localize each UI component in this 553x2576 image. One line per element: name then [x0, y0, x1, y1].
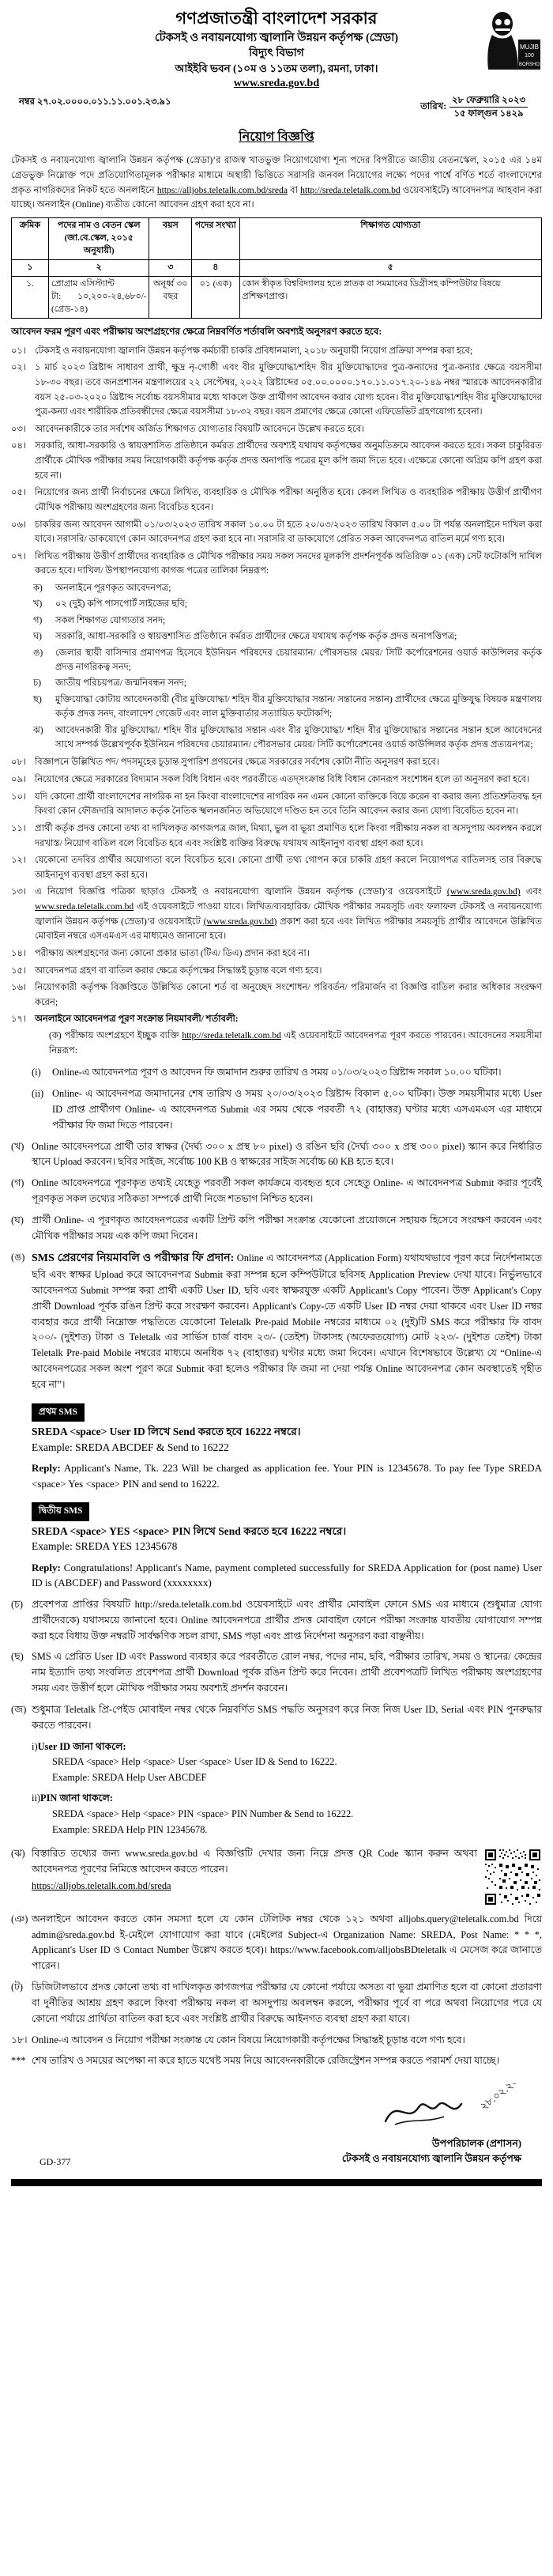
condition-number: ১৭।: [11, 1014, 27, 1025]
condition-item: [11, 853, 542, 882]
memo-date-group: [420, 95, 542, 120]
doc-text: সরকারি, আধা-সরকারি ও স্বায়ত্তশাসিত প্রতিষ্ঠানে কর্মরত প্রার্থীদের ক্ষেত্রে যথাযথ কর্তৃপক্ষ কর্তৃক প্রদত্ত অনাপত্তিপত্র;: [55, 632, 457, 642]
help-marker-i: i): [32, 1740, 38, 1752]
online-item-text: Online আবেদনপত্রে পূরণকৃত তথ্যই যেহেতু পরবর্তী সকল কার্যক্রমে ব্যবহৃত হবে সেহেতু Online- এ আবেদনপত্র Submit করার পূর্বেই পূরণকৃত সকল তথ্যের সঠিকতা সম্পর্কে প্রার্থী নিজে শতভাগ নিশ্চিত হবেন।: [32, 1177, 542, 1205]
pay-range: ১০,২০০-২৪,৬৮০/-: [77, 291, 147, 301]
condition-number: ১১।: [11, 823, 27, 833]
condition-text: নিয়োগের ক্ষেত্রে সরকারের বিদ্যমান সকল বিধি বিধান এবং পরবর্তীতে এতদ্‌সংক্রান্ত বিধি বিধান কোনরূপ সংশোধন হলে তা অনুসরণ করা হবে।: [35, 775, 530, 785]
second-sms-reply: [32, 1560, 542, 1591]
svg-text:BORSHO: BORSHO: [518, 62, 540, 67]
online-item: [11, 1139, 542, 1171]
condition-number: ১৬।: [11, 983, 27, 993]
document-item: [33, 646, 542, 675]
first-sms-reply: [32, 1460, 542, 1491]
alljobs-link[interactable]: https://alljobs.teletalk.com.bd/sreda: [156, 184, 288, 195]
condition-item: [11, 772, 542, 788]
condition-item: [11, 422, 542, 437]
qr-item-marker: (ঝ): [11, 1847, 25, 1859]
c13-part1: এ নিয়োগ বিজ্ঞপ্তি পত্রিকা ছাড়াও টেকসই ও নবায়নযোগ্য জ্বালানি উন্নয়ন কর্তৃপক্ষ (স্রেডা)’র ওয়েবসাইটে: [35, 887, 442, 897]
pay-grade: (গ্রেড-১৪): [51, 304, 88, 314]
condition-text: চাকরির জন্য আবেদন আগামী ০১/০৩/২০২৩ তারিখ সকাল ১০.০০ টা হতে ২০/০৩/২০২৩ তারিখ বিকাল ৫.০০ টা পর্যন্ত অনলাইনে দাখিল করা যাবে। সরাসরি/ ডাকযোগে কোন আবেদনপত্র গ্রহণ করা হবে না। সরাসরি বা ডাকযোগে প্রেরিত সকল আবেদনপত্র বাতিল মর্মে গণ্য হবে।: [35, 519, 542, 545]
conditions-list-2: [11, 755, 542, 1058]
sreda-teletalk-link-2[interactable]: www.sreda.teletalk.com.bd: [35, 902, 134, 912]
post-title: প্রোগ্রাম এসিস্ট্যান্ট: [51, 278, 115, 289]
item-18-text: Online-এ আবেদন ও নিয়োগ পরীক্ষা সংক্রান্ত যে কোন বিষয়ে নিয়োগকারী কর্তৃপক্ষের সিদ্ধান্তই চূড়ান্ত বলে গণ্য হবে।: [32, 2034, 465, 2045]
government-title: গণপ্রজাতন্ত্রী বাংলাদেশ সরকার: [175, 9, 378, 28]
sms-rules-title: SMS প্রেরণের নিয়মাবলি ও পরীক্ষার ফি প্রদান:: [32, 1252, 235, 1264]
advisory-note: [11, 2053, 542, 2069]
th-post-name: পদের নাম ও বেতন স্কেল (জা.বে.স্কেল, ২০১৫ অনুযায়ী): [48, 218, 149, 260]
online-item: [11, 1176, 542, 1207]
sms-rules-body: Online এ আবেদনপত্র (Application Form) যথাযথভাবে পূরণ করে নির্দেশনামতে ছবি এবং স্বাক্ষর Upload করে আবেদনপত্র Submit করা সম্পন্ন হলে কম্পিউটারে ছবিসহ Application Preview দেখা যাবে। নির্ভুলভাবে আবেদনপত্র Submit সম্পন্ন করা প্রার্থী একটি User ID, ছবি এবং স্বাক্ষরযুক্ত একটি Applicant's Copy পাবেন। উক্ত Applicant's Copy প্রার্থী Download পূর্বক রঙিন প্রিন্ট করে সংরক্ষণ করবেন। Applicant's Copy-তে একটি User ID নম্বর দেয়া থাকবে এবং User ID নম্বর ব্যবহার করে প্রার্থী নিম্নোক্ত পদ্ধতিতে যেকোনো Teletalk Pre-paid Mobile নম্বরের মাধ্যমে ০২ (দুই)টি SMS করে পরীক্ষার ফি বাবদ ২০০/- (দুইশত) টাকা ও Teletalk এর সার্ভিস চার্জ বাবদ ২৩/- (তেইশ) টাকাসহ (অফেরতযোগ্য) মোট ২২৩/- (দুইশত তেইশ) টাকা Teletalk Pre-paid Mobile নম্বরের মাধ্যমে অনধিক ৭২ (বাহাত্তর) ঘণ্টার মধ্যে জমা দিবেন। এখানে বিশেষভাবে উল্লেখ্য যে “Online-এ আবেদনপত্রের সকল অংশ পূরণ করে Submit করা হলেও পরীক্ষার ফি জমা না দেয়া পর্যন্ত Online আবেদনপত্র কোন অবস্থাতেই গৃহীত হবে না”।: [32, 1252, 542, 1390]
help-line-ii-1: SREDA <space> Help <space> PIN <space> PIN Number & Send to 16222.: [52, 1808, 354, 1819]
doc-text: সকল শিক্ষাগত যোগ্যতার সনদ;: [55, 615, 166, 625]
qr-instruction-text: বিস্তারিত তথ্যের জন্য www.sreda.gov.bd এ বিজ্ঞপ্তিটি দেখার জন্য নিম্নে প্রদত্ত QR Code স্ক্যান করুন অথবা আবেদনপত্র পূরণের নিমিত্তে আবেদন করতে পারেন।: [32, 1847, 477, 1875]
condition-number: ১৫।: [11, 965, 27, 976]
condition-text: টেকসই ও নবায়নযোগ্য জ্বালানি উন্নয়ন কর্তৃপক্ষ কর্মচারী চাকরি প্রবিধানমালা, ২০১৮ অনুযায়ী নিয়োগ প্রক্রিয়া সম্পন্ন করা হবে;: [35, 346, 473, 356]
signatory-organization: টেকসই ও নবায়নযোগ্য জ্বালানি উন্নয়ন কর্তৃপক্ষ: [341, 2153, 521, 2165]
condition-text: [35, 885, 542, 944]
doc-marker: চ): [33, 678, 42, 689]
colnum-5: ৫: [239, 259, 542, 276]
colnum-3: ৩: [149, 259, 192, 276]
memo-number: নম্বর ২৭.০২.০০০০.০১১.১১.০০১.২৩.৯১: [19, 96, 171, 107]
document-item: [33, 629, 542, 644]
doc-text: অনলাইনে পূরণকৃত আবেদনপত্র;: [55, 584, 171, 594]
online-item-text: Online আবেদনপত্রে প্রার্থী তার স্বাক্ষর (দৈর্ঘ্য ৩০০ x প্রস্থ ৮০ pixel) ও রঙিন ছবি (দৈর্ঘ্য ৩০০ x প্রস্থ ৩০০ pixel) স্ক্যান করে নির্ধারিত স্থানে Upload করবেন। ছবির সাইজ, সর্বোচ্চ 100 KB ও স্বাক্ষরের সাইজ সর্বোচ্চ 60 KB হতে হবে।: [32, 1140, 542, 1168]
c13-part3: এই ওয়েবসাইটে পাওয়া যাবে। লিখিত/ব্যবহারিক/ মৌখিক পরীক্ষার সময়সূচি এবং ফলাফল টেকসই ও নবায়নযোগ্য জ্বালানি উন্নয়ন কর্তৃপক্ষ (স্রেডা)’র ওয়েবসাইটে: [35, 902, 542, 927]
condition-item-17: [11, 1012, 542, 1058]
condition-number: ০২।: [11, 363, 27, 373]
doc-text: আবেদনকারী বীর মুক্তিযোদ্ধা/ শহিদ বীর মুক্তিযোদ্ধার সন্তান এবং বীর মুক্তিযোদ্ধা/ শহিদ বীর মুক্তিযোদ্ধার সন্তানের সন্তান হলে আবেদনের সাথে সম্পর্ক উল্লেখপূর্বক ইউনিয়ন পরিষদের চেয়ারম্যান/ পৌরসভার মেয়র/ সিটি কর্পোরেশনের ওয়ার্ড কাউন্সিলর কর্তৃক প্রদত্ত প্রত্যয়নপত্র;: [55, 725, 542, 750]
doc-text: জাতীয় পরিচয়পত্র/ জন্মনিবন্ধন সনদ;: [55, 678, 187, 689]
svg-text:MUJIB: MUJIB: [520, 43, 539, 51]
ka-prefix: (ক) পরীক্ষায় অংশগ্রহণে ইচ্ছুক ব্যক্তি: [49, 1031, 179, 1041]
contact-item-marker: (ঞ): [11, 1913, 28, 1924]
th-vacancy: পদের সংখ্যা: [192, 218, 239, 260]
date-label: তারিখ:: [420, 102, 447, 112]
item-18-number: ১৮।: [11, 2034, 28, 2045]
condition-text: বিজ্ঞাপনে উল্লিখিত পদ/ পদসমূহের চূড়ান্ত সুপারিশ প্রণয়নের ক্ষেত্রে সরকারের সর্বশেষ কোটা নীতি অনুসরণ করা হবে।: [35, 757, 439, 768]
doc-text: জেলার স্থায়ী বাসিন্দার প্রমাণপত্র হিসেবে ইউনিয়ন পরিষদের চেয়ারম্যান/ পৌরসভার মেয়র/ সিটি কর্পোরেশনের ওয়ার্ড কাউন্সিলর কর্তৃক প্রদত্ত নাগরিকত্ব সনদ;: [55, 648, 542, 673]
help-line-i-2: Example: SREDA Help User ABCDEF: [52, 1772, 207, 1784]
cell-vacancy: ০১ (এক): [192, 276, 239, 318]
sms-rules-marker: (ঙ): [11, 1251, 25, 1263]
document-item: [33, 723, 542, 753]
online-item-marker: (ii): [32, 1088, 44, 1100]
intro-paragraph: [11, 153, 542, 213]
sreda-gov-link-2[interactable]: (www.sreda.gov.bd): [203, 916, 277, 927]
organization-title: টেকসই ও নবায়নযোগ্য জ্বালানি উন্নয়ন কর্তৃপক্ষ (স্রেডা): [154, 32, 399, 45]
last-condition-item: [11, 1980, 542, 2027]
condition-text: আবেদনপত্র গ্রহণ বা বাতিল করার ক্ষেত্রে কর্তৃপক্ষের সিদ্ধান্তই চূড়ান্ত বলে গণ্য হবে।: [35, 965, 322, 976]
final-item: [11, 1597, 542, 1645]
condition-text: নিয়োগের জন্য প্রার্থী নির্বাচনের ক্ষেত্রে লিখিত, ব্যবহারিক ও মৌখিক পরীক্ষা অনুষ্ঠিত হবে। কেবল লিখিত ও ব্যবহারিক পরীক্ষায় উত্তীর্ণ প্রার্থীগণ মৌখিক পরীক্ষায় অংশগ্রহণের জন্য বিবেচিত হবেন।: [35, 488, 542, 512]
colnum-2: ২: [48, 259, 149, 276]
table-column-number-row: [12, 259, 542, 276]
first-sms-example: Example: SREDA ABCDEF & Send to 16222: [32, 1441, 229, 1453]
svg-text:২৮.০২.২৩: ২৮.০২.২৩: [477, 2083, 521, 2113]
advisory-note-mark: ***: [11, 2055, 26, 2067]
online-item: [11, 1213, 542, 1245]
page-title: নিয়োগ বিজ্ঞপ্তি: [239, 130, 314, 145]
th-serial: ক্রমিক: [12, 218, 49, 260]
table-row: [12, 276, 542, 318]
doc-text: ০২ (দুই) কপি পাসপোর্ট সাইজের ছবি;: [55, 599, 187, 610]
condition-item: [11, 946, 542, 961]
advisory-note-text: শেষ তারিখ ও সময়ের অপেক্ষা না করে হাতে যথেষ্ট সময় নিয়ে আবেদনকারীকে রেজিস্ট্রেশন সম্পন্ন করতে পরামর্শ দেয়া যাচ্ছে।: [32, 2055, 500, 2067]
reply-label: Reply:: [32, 1561, 61, 1573]
conditions-heading: আবেদন ফরম পূরণ এবং পরীক্ষায় অংশগ্রহণের ক্ষেত্রে নিম্নবর্ণিত শর্তাবলি অবশ্যই অনুসরণ করতে হবে:: [11, 325, 382, 337]
final-item-text: প্রবেশপত্র প্রাপ্তির বিষয়টি http://sreda.teletalk.com.bd ওয়েবসাইটে এবং প্রার্থীর মোবাইল ফোনে SMS এর মাধ্যমে (শুধুমাত্র যোগ্য প্রার্থীদেরকে) যথাসময়ে জানানো হবে। Online আবেদনপত্রে প্রার্থীর প্রদত্ত মোবাইল ফোনে পরীক্ষা সংক্রান্ত যাবতীয় যোগাযোগ সম্পন্ন করা হবে বিধায় উক্ত নম্বরটি সার্বক্ষণিক সচল রাখা, SMS পড়া এবং প্রাপ্ত নির্দেশনা অনুসরণ করা বাঞ্ছনীয়।: [32, 1598, 542, 1641]
first-sms-format: SREDA <space> User ID লিখে Send করতে হবে 16222 নম্বরে।: [32, 1426, 301, 1438]
document-header: [11, 5, 542, 90]
first-sms-block: [32, 1399, 542, 1492]
doc-marker: ঝ): [33, 725, 43, 735]
c13-part4: প্রকাশ করা হবে এবং লিখিত পরীক্ষার সময়সূচি প্রার্থীর আবেদনে উল্লিখিত মোবাইল নম্বরে এসএমএস এর মাধ্যমেও জানানো হবে।: [35, 916, 542, 942]
conditions-list-1: [11, 344, 542, 579]
alljobs-qr-link[interactable]: https://alljobs.teletalk.com.bd/sreda: [32, 1880, 171, 1892]
online-application-section: [11, 1065, 542, 2069]
first-sms-badge: প্রথম SMS: [32, 1403, 85, 1422]
qr-code-item: [11, 1846, 542, 1906]
condition-item: [11, 550, 542, 579]
sreda-teletalk-link-3[interactable]: http://sreda.teletalk.com.bd: [182, 1031, 281, 1041]
cell-post-name: [48, 276, 149, 318]
signatory-designation: উপপরিচালক (প্রশাসন): [431, 2138, 521, 2150]
help-line-ii-2: Example: SREDA Help PIN 12345678.: [52, 1823, 208, 1835]
doc-marker: ক): [33, 584, 43, 594]
condition-item: [11, 790, 542, 819]
condition-item: [11, 755, 542, 770]
organization-website-link[interactable]: www.sreda.gov.bd: [233, 77, 320, 89]
final-item-marker: (জ): [11, 1703, 27, 1715]
condition-number: ১২।: [11, 856, 27, 866]
last-condition-marker: (ট): [11, 1981, 24, 1993]
second-sms-block: [32, 1498, 542, 1591]
condition-item: [11, 964, 542, 979]
condition-item: [11, 485, 542, 515]
condition-number: ১০।: [11, 791, 27, 802]
date-bangla: ১৫ ফাল্গুন ১৪২৯: [453, 109, 524, 119]
final-item-marker: (ছ): [11, 1651, 24, 1663]
final-item: [11, 1649, 542, 1697]
online-item-marker: (ঘ): [11, 1214, 24, 1226]
signature-image: [379, 2083, 521, 2132]
c13-part2: এবং: [525, 887, 543, 897]
mujib-100-logo: [479, 8, 540, 77]
document-item: [33, 581, 542, 595]
help-title-ii: PIN জানা থাকলে:: [40, 1792, 113, 1804]
department-title: বিদ্যুৎ বিভাগ: [249, 47, 304, 59]
memo-row: [11, 95, 542, 120]
post-details-table: [11, 217, 542, 319]
item-18: [11, 2033, 542, 2049]
signature-block: [11, 2083, 542, 2151]
online-item: [32, 1086, 542, 1134]
document-item: [33, 597, 542, 611]
condition-number: ০১।: [11, 346, 27, 356]
sreda-gov-link-1[interactable]: (www.sreda.gov.bd): [446, 887, 521, 897]
th-education: শিক্ষাগত যোগ্যতা: [239, 218, 542, 260]
condition-number: ১৪।: [11, 948, 27, 958]
reply-text: Applicant's Name, Tk. 223 Will be charged as application fee. Your PIN is 12345678. To pay fee Type SREDA <space> Yes <space> PIN and send to 16222.: [32, 1462, 542, 1490]
condition-number: ০৫।: [11, 488, 27, 498]
condition-item: [11, 344, 542, 359]
final-item: [11, 1702, 542, 1734]
reply-label: Reply:: [32, 1462, 61, 1475]
condition-text: ১ মার্চ ২০২৩ খ্রিষ্টাব্দ সাধারণ প্রার্থী, ক্ষুদ্র নৃ-গোষ্ঠী এবং বীর মুক্তিযোদ্ধা/শহিদ বীর মুক্তিযোদ্ধাদের পুত্র-কন্যাদের পুত্র-কন্যার ক্ষেত্রে বয়সসীমা ১৮-৩০ বছর। তবে জনপ্রশাসন মন্ত্রণালয়ের ২২ সেপ্টেম্বর, ২০২২ খ্রিষ্টাব্দের ০৫.০০.০০০০.১৭০.১১.০১৭.২০-১৪৯ নম্বর স্মারকে আবেদনকারীর বয়স ২৫-০৩-২০২০ খ্রিষ্টাব্দ সর্বোচ্চ বয়সসীমার মধ্যে থাকলে উক্ত প্রার্থীগণ আবেদন করার যোগ্য হবেন। বীর মুক্তিযোদ্ধা/শহিদ বীর মুক্তিযোদ্ধাদের পুত্র-কন্যা এবং শারীরিক প্রতিবন্ধীদের ক্ষেত্রে বয়সসীমা ১৮-৩২ বছর। বয়স প্রমাণের ক্ষেত্রে কোনো এফিডেভিট গ্রহণযোগ্য হবেনা।: [35, 363, 542, 417]
colnum-4: ৪: [192, 259, 239, 276]
online-rules-ka: [49, 1029, 542, 1058]
gd-number: GD-377: [40, 2156, 71, 2168]
condition-item: [11, 361, 542, 420]
cell-age: অনূর্ধ্ব ৩০ বছর: [149, 276, 192, 318]
colnum-1: ১: [12, 259, 49, 276]
condition-text: লিখিত পরীক্ষায় উত্তীর্ণ প্রার্থীদের ব্যবহারিক ও মৌখিক পরীক্ষার সময় সকল সনদের মূলকপি প্রদর্শনপূর্বক অতিরিক্ত ০১ (এক) সেট ফটোকপি দাখিল করতে হবে। দাখিল/ উপস্থাপনযোগ্য কাগজ পত্রের তালিকা নিম্নরূপ:: [35, 551, 542, 576]
contact-item: [11, 1912, 542, 1974]
last-condition-text: ডিজিটালভাবে প্রদত্ত কোনো তথ্য বা দাখিলকৃত কাগজপত্র পরীক্ষার যে কোনো পর্যায়ে অসত্য বা ভুয়া প্রমাণিত হলে বা কোনো প্রতারণা বা দুর্নীতির আশ্রয় গ্রহণ করলে কিংবা পরীক্ষায় নকল বা অসদুপায় অবলম্বন করলে, পরীক্ষার পূর্বে বা পরে অথবা নিয়োগের পরে যে কোনো পর্যায়ে প্রার্থিতা বাতিল করা হবে এবং সংশ্লিষ্ট প্রার্থীর বিরুদ্ধে আইনগত ব্যবস্থা গ্রহণ করা যাবে।: [32, 1981, 542, 2024]
pay-prefix: টা:: [51, 291, 62, 301]
condition-number: ০৪।: [11, 441, 27, 451]
condition-text: পরীক্ষায় অংশগ্রহণের জন্য কোনো প্রকার ভাতা (টিএ/ ডিএ) প্রদান করা হবে না।: [35, 948, 310, 958]
condition-item: [11, 822, 542, 851]
doc-marker: খ): [33, 599, 43, 610]
bottom-black-bar: [11, 2179, 542, 2186]
help-sms-user-id: [32, 1739, 542, 1787]
second-sms-format: SREDA <space> YES <space> PIN লিখে Send করতে হবে 16222 নম্বরে।: [32, 1524, 347, 1537]
online-item-marker: (i): [32, 1067, 41, 1078]
document-item: [33, 693, 542, 722]
svg-text:100: 100: [525, 53, 534, 59]
condition-item: [11, 518, 542, 547]
table-header-row: [12, 218, 542, 260]
condition-text: যেকোনো তদবির প্রার্থীর অযোগ্যতা বলে বিবেচিত হবে। কোনো প্রার্থী তথ্য গোপন করে চাকরি গ্রহণ করলে নিয়োগপত্র বাতিলসহ তার বিরুদ্ধে আইনানুগ ব্যবস্থা গ্রহণ করা হবে।: [35, 856, 542, 880]
online-item-text: Online-এ আবেদনপত্র পূরণ ও আবেদন ফি জমাদান শুরুর তারিখ ও সময় ০১/০৩/২০২৩ খ্রিষ্টাব্দ সকাল ১০.০০ ঘটিকা।: [52, 1067, 502, 1078]
condition-number: ০৩।: [11, 424, 27, 434]
intro-text-part2: ওয়েবসাইটে) আবেদনপত্র আহবান করা যাচ্ছে। অনলাইন (Online) ব্যতীত কোনো আবেদন গ্রহণ করা হবে না।: [11, 184, 542, 210]
online-item-marker: (গ): [11, 1177, 24, 1189]
intro-or: বা: [290, 184, 298, 195]
reply-text: Congratulations! Applicant's Name, payment completed successfully for SREDA Application for (post name) User ID is (ABCDEF) and Password (xxxxxxxx): [32, 1561, 542, 1589]
condition-number: ০৮।: [11, 757, 27, 768]
condition-text: যদি কোনো প্রার্থী বাংলাদেশের নাগরিক না হন কিংবা বাংলাদেশের নাগরিক নন এমন কোনো ব্যক্তিকে বিয়ে করেন বা করার জন্য প্রতিশ্রুতিবদ্ধ হন কিংবা কোন ফৌজদারি আদালত কর্তৃক নৈতিক স্খলনজনিত অভিযোগে দণ্ডিত হন তবে তিনি আবেদন করার জন্য যোগ্য বিবেচিত হবেন না।: [35, 791, 542, 817]
document-item: [33, 614, 542, 628]
document-item: [33, 676, 542, 690]
final-item-text: শুধুমাত্র Teletalk প্রি-পেইড মোবাইল নম্বর থেকে নিম্নবর্ণিত SMS পদ্ধতি অনুসরণ করে নিজ নিজ User ID, Serial এবং PIN পুনরুদ্ধার করতে পারবেন।: [32, 1703, 542, 1731]
office-address: আইইবি ভবন (১০ম ও ১১তম তলা), রমনা, ঢাকা।: [175, 62, 378, 74]
second-sms-example: Example: SREDA YES 12345678: [32, 1540, 178, 1553]
condition-item: [11, 439, 542, 483]
intro-text-part1: টেকসই ও নবায়নযোগ্য জ্বালানি উন্নয়ন কর্তৃপক্ষ (স্রেডা)’র রাজস্ব খাতভুক্ত নিয়োগযোগ্য শূন্য পদের বিপরীতে জাতীয় বেতনস্কেল, ২০১৫ এর ১৪ম গ্রেডভুক্ত নিম্নোক্ত পদে প্রতিযোগিতামূলক পরীক্ষার মাধ্যমে অস্থায়ী ভিত্তিতে সরাসরি জনবল নিয়োগের লক্ষ্যে পদের পার্শ্বে বর্ণিত শর্তে বাংলাদেশের প্রকৃত নাগরিকদের নিকট হতে অনলাইনে: [11, 155, 542, 195]
condition-item-13: [11, 885, 542, 944]
condition-number: ১৩।: [11, 887, 27, 897]
help-line-i-1: SREDA <space> Help <space> User <space> User ID & Send to 16222.: [52, 1756, 337, 1768]
condition-text: সরকারি, আধা-সরকারি ও স্বায়ত্তশাসিত প্রতিষ্ঠানে কর্মরত প্রার্থীদের অবশ্যই যথাযথ কর্তৃপক্ষের অনুমতিক্রমে আবেদন করতে হবে। সকল চাকুরিরত প্রার্থীকে মৌখিক পরীক্ষার সময় নিয়োগকারী কর্তৃপক্ষ কর্তৃক প্রদত্ত অনাপত্তি পত্রের মূল কপি জমা দিতে হবে। এক্ষেত্রে কোনো অগ্রিম কপি গ্রহণ করা হবে না।: [35, 441, 542, 481]
online-item-marker: (খ): [11, 1140, 24, 1152]
cell-education: কোন স্বীকৃত বিশ্ববিদ্যালয় হতে স্নাতক বা সমমানের ডিগ্রীসহ কম্পিউটার বিষয়ে প্রশিক্ষণপ্রাপ্ত।: [239, 276, 542, 318]
condition-text: আবেদনকারীকে তার সর্বশেষ অর্জিত শিক্ষাগত যোগ্যতার বিষয়টি আবেদনে উল্লেখ করতে হবে।: [35, 424, 365, 434]
condition-item: [11, 980, 542, 1010]
doc-text: মুক্তিযোদ্ধা কোটায় আবেদনকারী (বীর মুক্তিযোদ্ধা/ শহিদ বীর মুক্তিযোদ্ধার সন্তান/ সন্তানের সন্তান) প্রার্থীদের ক্ষেত্রে মুক্তিযুদ্ধ বিষয়ক মন্ত্রণালয় কর্তৃক প্রদত্ত সনদ, বাংলাদেশ গেজেট এবং লাল মুক্তিবার্তার সত্যায়িত ফটোকপি;: [55, 694, 542, 720]
condition-number: ০৬।: [11, 519, 27, 530]
th-age: বয়স: [149, 218, 192, 260]
condition-number: ০৯।: [11, 775, 27, 785]
online-item-text: প্রার্থী Online- এ পূরণকৃত আবেদনপত্রের একটি প্রিন্ট কপি পরীক্ষা সংক্রান্ত যেকোনো প্রয়োজনে সহায়ক হিসেবে সংরক্ষণ করবেন এবং মৌখিক পরীক্ষার সময় এক কপি জমা দিবেন।: [32, 1214, 542, 1241]
qr-code-icon: [483, 1848, 542, 1906]
condition-text: প্রার্থী কর্তৃক প্রদত্ত কোনো তথ্য বা দাখিলকৃত কাগজপত্র জাল, মিথ্যা, ভুল বা ভূয়া প্রমাণিত হলে কিংবা পরীক্ষায় নকল বা অসদুপায় অবলম্বন করলে দরখাস্ত/ নিয়োগ বাতিল বলে বিবেচিত হবে এবং সংশ্লিষ্ট ব্যক্তির বিরুদ্ধে যথাযথ আইনানুগ ব্যবস্থা গ্রহণ করা হবে।: [35, 823, 542, 848]
sms-rules-item: [11, 1250, 542, 1393]
help-title-i: User ID জানা থাকলে:: [37, 1740, 126, 1752]
date-gregorian: ২৮ ফেব্রুয়ারি ২০২৩: [450, 95, 528, 108]
help-marker-ii: ii): [32, 1792, 41, 1804]
second-sms-badge: দ্বিতীয় SMS: [32, 1502, 89, 1520]
final-item-marker: (চ): [11, 1598, 23, 1610]
condition-number: ০৭।: [11, 551, 27, 561]
doc-marker: ঙ): [33, 648, 43, 658]
help-sms-pin: [32, 1791, 542, 1838]
condition-text: নিয়োগকারী কর্তৃপক্ষ বিজ্ঞপ্তিতে উল্লিখিত কোনো শর্ত বা অনুচ্ছেদ সংশোধন/ পরিবর্তন/ পরিমার্জন বা বিজ্ঞপ্তি বাতিল করার অধিকার সংরক্ষণ করেন;: [35, 983, 542, 1007]
footer-row: [11, 2152, 542, 2168]
online-rules-heading: অনলাইনে আবেদনপত্র পূরণ সংক্রান্ত নিয়মাবলী/ শর্তাবলী:: [35, 1014, 239, 1025]
ka-suffix: এই ওয়েবসাইটে আবেদনপত্র পূরণ করতে পারবেন। আবেদনের সময়সীমা নিম্নরূপ:: [49, 1031, 543, 1056]
doc-marker: ঘ): [33, 632, 42, 642]
doc-marker: ছ): [33, 694, 42, 704]
cell-serial: ১.: [12, 276, 49, 318]
contact-item-text: অনলাইনে আবেদন করতে কোন সমস্যা হলে যে কোন টেলিটক নম্বর থেকে ১২১ অথবা alljobs.query@teletalk.com.bd দিয়ে admin@sreda.gov.bd ই-মেইলে যোগাযোগ করা যাবে (মেইলের Subject-এ Organization Name: SREDA, Post Name: * * *, Applicant's User ID ও Contact Number উল্লেখ করতে হবে)। https://www.facebook.com/alljobsBDteletalk এ মেসেজ করে জানাতে পারেন।: [32, 1913, 542, 1972]
doc-marker: গ): [33, 615, 43, 625]
online-item: [32, 1065, 542, 1081]
required-documents-list: [33, 581, 542, 752]
sreda-teletalk-link[interactable]: http://sreda.teletalk.com.bd: [300, 184, 401, 195]
final-item-text: SMS এ প্রেরিত User ID এবং Password ব্যবহার করে পরবর্তীতে রোল নম্বর, পদের নাম, ছবি, পরীক্ষার তারিখ, সময় ও স্থানের/ কেন্দ্রের নাম ইত্যাদি তথ্য সংবলিত প্রবেশপত্র প্রার্থী Download পূর্বক রঙিন প্রিন্ট করে নিবেন। প্রার্থী প্রবেশপত্রটি লিখিত পরীক্ষায় অংশগ্রহণের সময় এবং উত্তীর্ণ হলে মৌখিক পরীক্ষার সময় অবশ্যই প্রদর্শন করবেন।: [32, 1651, 542, 1694]
online-item-text: Online- এ আবেদনপত্র জমাদানের শেষ তারিখ ও সময় ২০/০৩/২০২৩ খ্রিষ্টাব্দ বিকাল ৫.০০ ঘটিকা। উক্ত সময়সীমার মধ্যে User ID প্রাপ্ত প্রার্থীগণ Online- এ আবেদনপত্র Submit এর সময় থেকে পরবর্তী ৭২ (বাহাত্তর) ঘণ্টার মধ্যে এসএমএস এর মাধ্যমে পরীক্ষার ফি জমা দিতে পারবেন।: [52, 1088, 542, 1131]
